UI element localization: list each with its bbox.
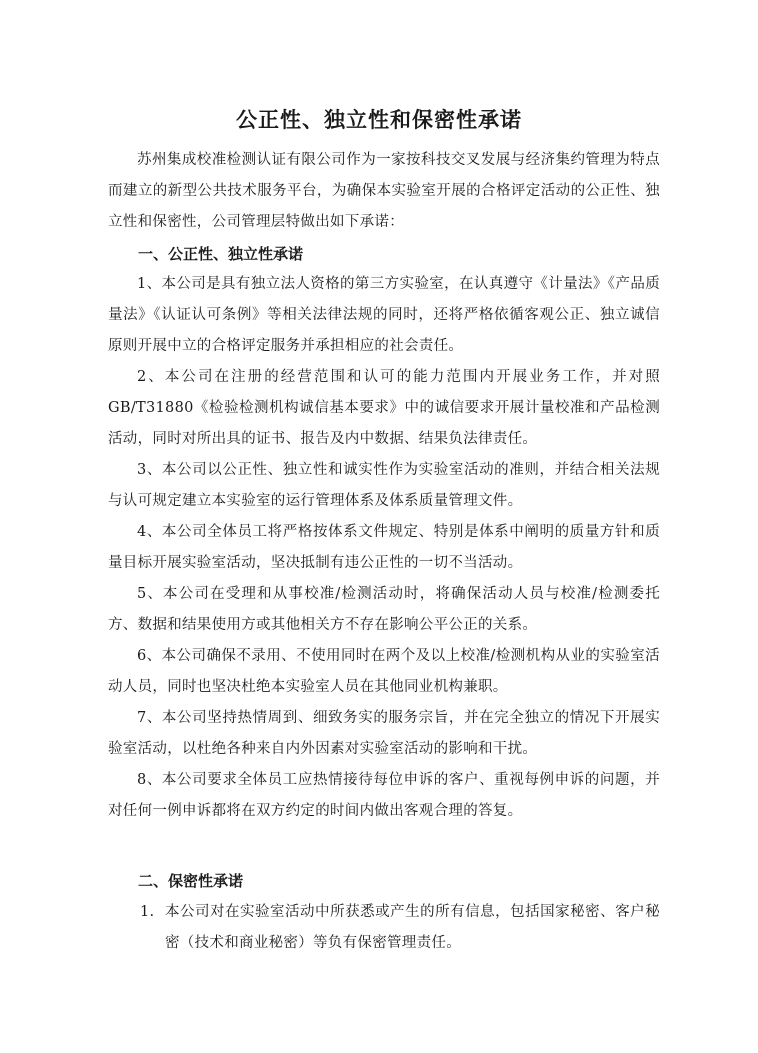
section-1-item-4: 4、本公司全体员工将严格按体系文件规定、特别是体系中阐明的质量方针和质量目标开展实验室活动，坚决抵制有违公正性的一切不当活动。	[108, 524, 660, 571]
section-1-item-8: 8、本公司要求全体员工应热情接待每位申诉的客户、重视每例申诉的问题，并对任何一例申诉都将在双方约定的时间内做出客观合理的答复。	[108, 772, 660, 819]
section-2-heading: 二、保密性承诺	[138, 872, 244, 890]
section-1-item-6: 6、本公司确保不录用、不使用同时在两个及以上校准/检测机构从业的实验室活动人员，同时也坚决杜绝本实验室人员在其他同业机构兼职。	[108, 648, 660, 695]
intro-paragraph: 苏州集成校准检测认证有限公司作为一家按科技交叉发展与经济集约管理为特点而建立的新型公共技术服务平台，为确保本实验室开展的合格评定活动的公正性、独立性和保密性，公司管理层特做出如下承诺：	[108, 152, 660, 230]
section-1-item-3: 3、本公司以公正性、独立性和诚实性作为实验室活动的准则，并结合相关法规与认可规定建立本实验室的运行管理体系及体系质量管理文件。	[108, 462, 660, 509]
section-1-item-2: 2、本公司在注册的经营范围和认可的能力范围内开展业务工作，并对照GB/T31880《检验检测机构诚信基本要求》中的诚信要求开展计量校准和产品检测活动，同时对所出具的证书、报告及内中数据、结果负法律责任。	[108, 369, 660, 447]
section-1-item-7: 7、本公司坚持热情周到、细致务实的服务宗旨，并在完全独立的情况下开展实验室活动，以杜绝各种来自内外因素对实验室活动的影响和干扰。	[108, 710, 660, 757]
list-text: 本公司对在实验室活动中所获悉或产生的所有信息，包括国家秘密、客户秘密（技术和商业秘密）等负有保密管理责任。	[165, 904, 660, 951]
list-number: 1.	[140, 904, 155, 920]
section-1-item-1: 1、本公司是具有独立法人资格的第三方实验室，在认真遵守《计量法》《产品质量法》《认证认可条例》等相关法律法规的同时，还将严格依循客观公正、独立诚信原则开展中立的合格评定服务并承担相应的社会责任。	[108, 276, 660, 354]
section-1-item-5: 5、本公司在受理和从事校准/检测活动时，将确保活动人员与校准/检测委托方、数据和结果使用方或其他相关方不存在影响公平公正的关系。	[108, 586, 660, 633]
section-1-heading: 一、公正性、独立性承诺	[138, 245, 304, 263]
document-title: 公正性、独立性和保密性承诺	[236, 108, 522, 132]
section-2-item-1	[108, 897, 660, 959]
